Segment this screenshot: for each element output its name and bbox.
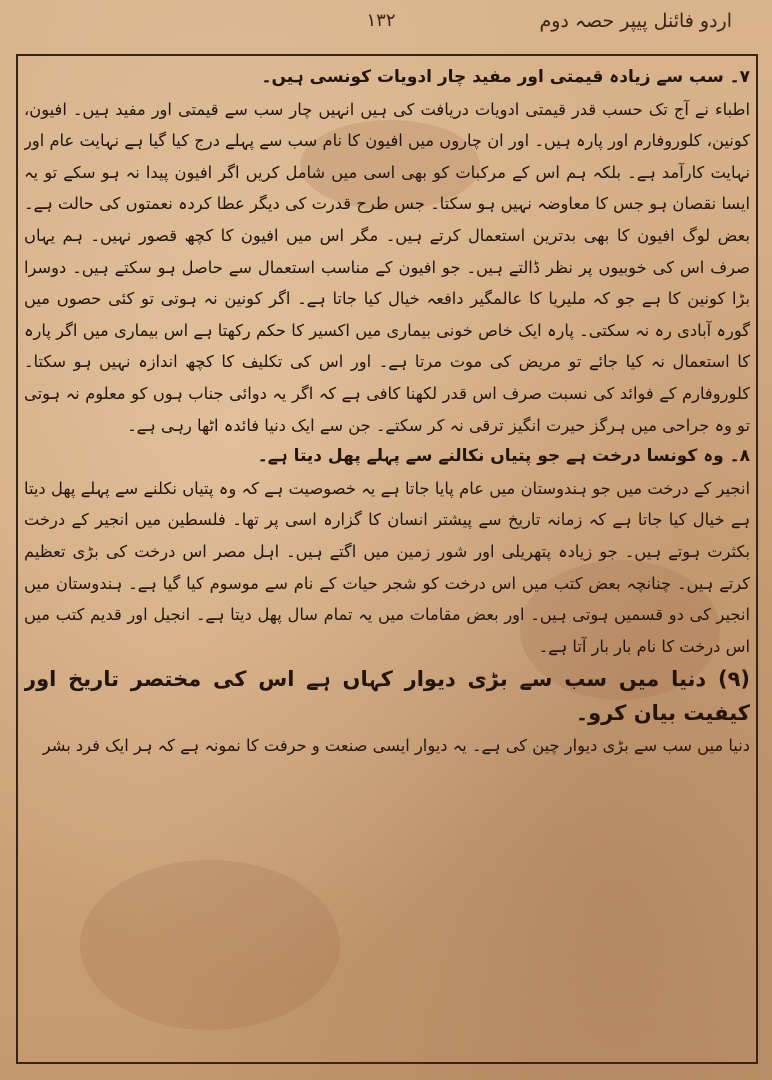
question-9-answer: دنیا میں سب سے بڑی دیوار چین کی ہے۔ یہ دیوار ایسی صنعت و حرفت کا نمونہ ہے کہ ہر ایک فرد بشر xyxy=(42,736,750,756)
page-header xyxy=(30,4,732,44)
page-number: ۱۳۲ xyxy=(366,10,396,31)
question-8-answer: انجیر کے درخت میں جو ہندوستان میں عام پایا جاتا ہے یہ خصوصیت ہے کہ وہ پتیاں نکلنے سے پہلے پھل دیتا ہے خیال کیا جاتا ہے کہ زمانہ تاریخ سے پیشتر انسان کا گزارہ اسی پر تھا۔ فلسطین میں انجیر کے درخت بکثرت ہوتے ہیں۔ جو زیادہ پتھریلی اور شور زمین میں اگتے ہیں۔ اہل مصر اس درخت کی بڑی تعظیم کرتے ہیں۔ چنانچہ بعض کتب میں اس درخت کو شجر حیات کے نام سے موسوم کیا گیا ہے۔ ہندوستان میں انجیر کی دو قسمیں ہوتی ہیں۔ اور بعض مقامات میں یہ تمام سال پھل دیتا ہے۔ انجیل اور قدیم کتب میں اس درخت کا نام بار بار آتا ہے۔ xyxy=(24,478,750,656)
question-9-title: (۹) دنیا میں سب سے بڑی دیوار کہاں ہے اس کی مختصر تاریخ اور کیفیت بیان کرو۔ xyxy=(24,667,750,726)
page-body xyxy=(24,62,750,1058)
question-7-answer: اطباء نے آج تک حسب قدر قیمتی ادویات دریافت کی ہیں انہیں چار سب سے قیمتی اور مفید ہیں۔ افیون، کونین، کلوروفارم اور پارہ ہیں۔ اور ان چاروں میں افیون کا نام سب سے پہلے درج کیا گیا ہے نہایت عام اور نہایت کارآمد ہے۔ بلکہ ہم اس کے مرکبات کو بھی اسی میں شامل کریں اگر افیون پیدا نہ ہو سکے تو یہ ایسا نقصان ہو جس کا معاوضہ نہیں ہو سکتا۔ جس طرح قدرت کی دیگر عطا کردہ نعمتوں کی حالت ہے۔ بعض لوگ افیون کا بھی بدترین استعمال کرتے ہیں۔ مگر اس میں افیون کا کچھ قصور نہیں۔ ہم یہاں صرف اس کی خوبیوں پر نظر ڈالتے ہیں۔ جو افیون کے مناسب استعمال سے حاصل ہو سکتے ہیں۔ دوسرا بڑا کونین کا ہے جو کہ ملیریا کا عالمگیر دافعہ خیال کیا جاتا ہے۔ اگر کونین نہ ہوتی تو کئی حصوں میں گورہ آبادی رہ نہ سکتی۔ پارہ ایک خاص خونی بیماری میں اکسیر کا حکم رکھتا ہے اس بیماری میں اگر پارہ کا استعمال نہ کیا جائے تو مریض کی موت مرتا ہے۔ اور اس کی تکلیف کا کچھ اندازہ نہیں ہو سکتا۔ کلوروفارم کے فوائد کی نسبت صرف اس قدر لکھنا کافی ہے کہ اگر یہ دوائی جناب ہوں کو معلوم نہ ہوتی تو وہ جراحی میں ہرگز حیرت انگیز ترقی نہ کر سکتے۔ جن سے ایک دنیا فائدہ اٹھا رہی ہے۔ xyxy=(24,99,750,435)
question-7-title: ۷۔ سب سے زیادہ قیمتی اور مفید چار ادویات کونسی ہیں۔ xyxy=(261,67,750,87)
question-8-title: ۸۔ وہ کونسا درخت ہے جو پتیاں نکالنے سے پہلے پھل دیتا ہے۔ xyxy=(257,446,750,467)
running-title: اردو فائنل پیپر حصہ دوم xyxy=(539,10,732,32)
